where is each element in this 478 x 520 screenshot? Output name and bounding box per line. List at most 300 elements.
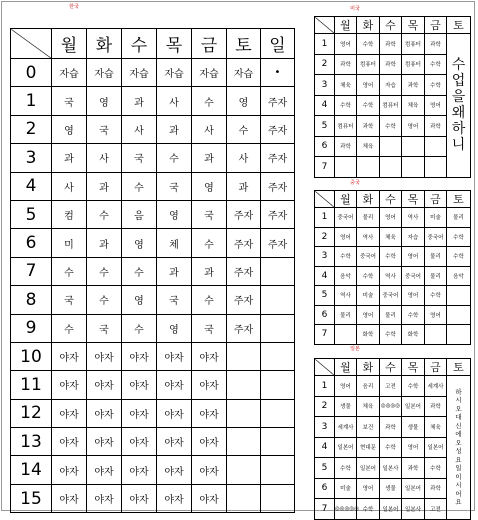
subject-cell: 주자	[261, 172, 295, 200]
period-number: 5	[315, 458, 335, 479]
subject-cell: 야자	[52, 342, 87, 370]
subject-cell: 과학	[380, 34, 402, 55]
day-header: 화	[357, 17, 380, 34]
day-header: 목	[402, 191, 425, 208]
subject-cell: 수학	[380, 116, 402, 137]
subject-cell: 컴퓨터	[357, 54, 380, 75]
subject-cell: 수학	[357, 95, 380, 116]
subject-cell: 수학	[335, 247, 357, 267]
subject-cell: 일본어	[402, 478, 425, 499]
subject-cell: 영	[157, 200, 192, 228]
period-number: 3	[315, 247, 335, 267]
subject-cell: 주자	[261, 229, 295, 257]
period-number: 4	[11, 172, 52, 200]
day-header: 수	[122, 29, 157, 59]
subject-cell: 과	[192, 144, 227, 172]
period-number: 2	[315, 396, 335, 417]
subject-cell: 야자	[122, 428, 157, 456]
subject-cell: 사	[122, 115, 157, 143]
subject-cell: 자습	[402, 227, 425, 247]
header-row	[315, 191, 471, 208]
subject-cell: 야자	[157, 428, 192, 456]
subject-cell: 국	[52, 87, 87, 115]
subject-cell: 수	[87, 286, 122, 314]
subject-cell: 체육	[402, 95, 425, 116]
subject-cell	[261, 314, 295, 342]
subject-cell: 수학	[357, 266, 380, 286]
subject-cell	[425, 136, 447, 157]
day-header: 금	[425, 359, 447, 376]
subject-cell	[447, 286, 471, 306]
subject-cell: 야자	[122, 399, 157, 427]
subject-cell: 수학	[335, 458, 357, 479]
day-header: 목	[402, 17, 425, 34]
subject-cell: 국	[87, 115, 122, 143]
table-row	[315, 208, 471, 228]
subject-cell: 생물	[402, 417, 425, 438]
period-number: 5	[315, 286, 335, 306]
subject-cell	[261, 428, 295, 456]
subject-cell: 중국어	[380, 286, 402, 306]
corner-cell	[315, 17, 335, 34]
subject-cell: 일본어	[335, 437, 357, 458]
subject-cell: 야자	[52, 399, 87, 427]
subject-cell: 영어	[402, 437, 425, 458]
subject-cell: 야자	[157, 456, 192, 484]
day-header: 화	[357, 359, 380, 376]
subject-cell: 야자	[52, 456, 87, 484]
subject-cell: 음	[122, 200, 157, 228]
subject-cell: 수학	[425, 458, 447, 479]
subject-cell: 과학	[425, 396, 447, 417]
table-row	[315, 286, 471, 306]
header-row	[315, 17, 471, 34]
period-number: 4	[315, 95, 335, 116]
subject-cell: 영어	[402, 116, 425, 137]
subject-cell: 수	[227, 115, 261, 143]
subject-cell: 야자	[192, 399, 227, 427]
day-header: 토	[447, 17, 471, 34]
period-number: 12	[11, 399, 52, 427]
subject-cell: 일본사	[402, 499, 425, 520]
table-row	[315, 227, 471, 247]
subject-cell: 중국어	[357, 247, 380, 267]
subject-cell: 수학	[335, 95, 357, 116]
subject-cell: 영어	[357, 75, 380, 96]
subject-cell: 주자	[261, 87, 295, 115]
day-header: 수	[380, 191, 402, 208]
subject-cell: 영어	[357, 478, 380, 499]
subject-cell: 영어	[357, 305, 380, 325]
subject-cell: 사	[157, 87, 192, 115]
subject-cell: 야자	[87, 428, 122, 456]
subject-cell: 물리	[380, 305, 402, 325]
table-row	[11, 59, 295, 87]
table-row	[11, 144, 295, 172]
subject-cell: 국	[157, 172, 192, 200]
subject-cell: 야자	[122, 371, 157, 399]
subject-cell: 물리	[425, 247, 447, 267]
subject-cell: 야자	[87, 371, 122, 399]
header-row	[11, 29, 295, 59]
subject-cell: 영	[52, 115, 87, 143]
subject-cell: 국	[122, 144, 157, 172]
day-header: 금	[192, 29, 227, 59]
period-number: 2	[315, 227, 335, 247]
subject-cell: ◎◎◎◎◎	[335, 499, 357, 520]
subject-cell: 수	[157, 144, 192, 172]
subject-cell: 컴퓨터	[402, 34, 425, 55]
subject-cell: 역사	[380, 266, 402, 286]
subject-cell	[402, 136, 425, 157]
subject-cell: 주자	[261, 200, 295, 228]
subject-cell: 수학	[380, 437, 402, 458]
subject-cell: 일본어	[380, 499, 402, 520]
subject-cell: 과학	[335, 136, 357, 157]
period-number: 2	[11, 115, 52, 143]
japan-caption: 일본	[350, 346, 360, 352]
subject-cell: 음악	[335, 266, 357, 286]
table-row	[11, 115, 295, 143]
day-header: 토	[447, 191, 471, 208]
subject-cell: 야자	[87, 399, 122, 427]
table-row	[11, 257, 295, 285]
subject-cell: 일본사	[380, 458, 402, 479]
subject-cell: 야자	[157, 399, 192, 427]
subject-cell: 야자	[122, 484, 157, 512]
table-row	[11, 286, 295, 314]
table-row	[11, 456, 295, 484]
subject-cell	[227, 484, 261, 512]
subject-cell: 과학	[425, 116, 447, 137]
subject-cell: 국	[157, 286, 192, 314]
subject-cell	[380, 157, 402, 178]
subject-cell: 영	[122, 229, 157, 257]
subject-cell: 과학	[402, 458, 425, 479]
subject-cell: 야자	[192, 371, 227, 399]
period-number: 14	[11, 456, 52, 484]
subject-cell: 일본어	[425, 437, 447, 458]
subject-cell: •	[261, 59, 295, 87]
subject-cell: 과	[157, 257, 192, 285]
subject-cell	[447, 305, 471, 325]
subject-cell	[261, 286, 295, 314]
period-number: 1	[315, 208, 335, 228]
subject-cell: 수	[52, 257, 87, 285]
subject-cell	[261, 456, 295, 484]
subject-cell: 야자	[52, 371, 87, 399]
subject-cell: 미술	[335, 478, 357, 499]
subject-cell: 야자	[157, 342, 192, 370]
usa-timetable	[314, 16, 471, 178]
subject-cell: 야자	[192, 342, 227, 370]
subject-cell: 수	[122, 257, 157, 285]
table-row	[11, 342, 295, 370]
subject-cell	[335, 157, 357, 178]
subject-cell: 영어	[425, 305, 447, 325]
subject-cell: 야자	[122, 456, 157, 484]
subject-cell	[227, 456, 261, 484]
subject-cell: 세계사	[425, 376, 447, 397]
period-number: 2	[315, 54, 335, 75]
table-row	[11, 229, 295, 257]
subject-cell: 역사	[335, 286, 357, 306]
header-row	[315, 359, 471, 376]
table-row	[315, 266, 471, 286]
period-number: 10	[11, 342, 52, 370]
subject-cell: 컴	[52, 200, 87, 228]
subject-cell: 컴퓨터	[380, 95, 402, 116]
subject-cell: 국	[192, 200, 227, 228]
subject-cell: 생물	[335, 396, 357, 417]
subject-cell: 영어	[335, 376, 357, 397]
subject-cell: 사	[87, 144, 122, 172]
period-number: 5	[315, 116, 335, 137]
subject-cell: 영어	[425, 95, 447, 116]
japan-timetable	[314, 358, 471, 520]
subject-cell: 야자	[157, 371, 192, 399]
subject-cell: 수학	[402, 305, 425, 325]
period-number: 4	[315, 266, 335, 286]
subject-cell: 과학	[425, 478, 447, 499]
period-number: 0	[11, 59, 52, 87]
period-number: 6	[315, 136, 335, 157]
subject-cell: 자습	[380, 75, 402, 96]
subject-cell: 물리	[335, 305, 357, 325]
period-number: 9	[11, 314, 52, 342]
subject-cell: 영	[157, 314, 192, 342]
period-number: 7	[315, 325, 335, 345]
subject-cell: 화학	[402, 325, 425, 345]
subject-cell: 중국어	[402, 266, 425, 286]
day-header: 수	[380, 17, 402, 34]
subject-cell: 과	[122, 87, 157, 115]
subject-cell: 물리	[447, 208, 471, 228]
subject-cell: 자습	[192, 59, 227, 87]
period-number: 5	[11, 200, 52, 228]
corner-cell	[315, 359, 335, 376]
table-row	[315, 305, 471, 325]
table-row	[11, 484, 295, 512]
subject-cell: 수	[122, 172, 157, 200]
subject-cell: 수	[52, 314, 87, 342]
subject-cell: 과	[52, 144, 87, 172]
period-number: 3	[11, 144, 52, 172]
subject-cell	[447, 325, 471, 345]
subject-cell: 수학	[357, 34, 380, 55]
period-number: 3	[315, 75, 335, 96]
subject-cell: 컴퓨터	[335, 116, 357, 137]
subject-cell: 생물	[380, 478, 402, 499]
subject-cell	[335, 325, 357, 345]
subject-cell: 자습	[52, 59, 87, 87]
subject-cell: 과학	[335, 54, 357, 75]
day-header: 월	[335, 359, 357, 376]
subject-cell: 과	[157, 115, 192, 143]
subject-cell: 국	[52, 286, 87, 314]
subject-cell: 체육	[357, 396, 380, 417]
subject-cell: 미술	[357, 286, 380, 306]
subject-cell: 영	[87, 87, 122, 115]
subject-cell: 고전	[380, 376, 402, 397]
subject-cell: 체육	[380, 227, 402, 247]
subject-cell: 현대문	[357, 437, 380, 458]
day-header: 목	[402, 359, 425, 376]
period-number: 15	[11, 484, 52, 512]
subject-cell: 중국어	[425, 227, 447, 247]
period-number: 7	[315, 499, 335, 520]
subject-cell: 수학	[425, 54, 447, 75]
period-number: 1	[315, 376, 335, 397]
subject-cell	[261, 342, 295, 370]
subject-cell: 야자	[52, 428, 87, 456]
table-row	[315, 325, 471, 345]
period-number: 7	[11, 257, 52, 285]
subject-cell: 주자	[261, 144, 295, 172]
table-row	[315, 247, 471, 267]
day-header: 화	[357, 191, 380, 208]
subject-cell: 사	[227, 144, 261, 172]
table-row	[11, 314, 295, 342]
subject-cell: 영어	[335, 34, 357, 55]
table-row	[11, 172, 295, 200]
subject-cell: 화학	[357, 325, 380, 345]
subject-cell: 야자	[157, 484, 192, 512]
subject-cell: 주자	[227, 257, 261, 285]
usa-caption: 미국	[350, 6, 360, 12]
subject-cell: 야자	[192, 484, 227, 512]
subject-cell: 수학	[425, 75, 447, 96]
subject-cell: 과	[87, 172, 122, 200]
day-header: 금	[425, 191, 447, 208]
subject-cell: 수학	[402, 376, 425, 397]
day-header: 목	[157, 29, 192, 59]
subject-cell	[261, 399, 295, 427]
day-header: 월	[335, 17, 357, 34]
corner-cell	[11, 29, 52, 59]
subject-cell: 과학	[380, 417, 402, 438]
subject-cell: 음악	[447, 266, 471, 286]
subject-cell: 국	[192, 314, 227, 342]
subject-cell: 영어	[335, 227, 357, 247]
subject-cell	[425, 325, 447, 345]
subject-cell: 영어	[402, 247, 425, 267]
subject-cell: 체	[157, 229, 192, 257]
subject-cell: 체육	[425, 417, 447, 438]
subject-cell: 음리	[357, 376, 380, 397]
subject-cell: 세계사	[335, 417, 357, 438]
subject-cell: 수	[87, 257, 122, 285]
period-number: 13	[11, 428, 52, 456]
subject-cell: 일본어	[357, 458, 380, 479]
table-row	[315, 376, 471, 397]
subject-cell: 영	[122, 286, 157, 314]
subject-cell: 체육	[335, 75, 357, 96]
subject-cell: 과학	[380, 54, 402, 75]
subject-cell	[261, 257, 295, 285]
subject-cell: 야자	[52, 484, 87, 512]
subject-cell: 과	[87, 229, 122, 257]
period-number: 7	[315, 157, 335, 178]
subject-cell: 자습	[122, 59, 157, 87]
subject-cell: 영	[192, 172, 227, 200]
subject-cell: 물리	[357, 208, 380, 228]
subject-cell: 수	[87, 200, 122, 228]
day-header: 수	[380, 359, 402, 376]
subject-cell: 역사	[402, 208, 425, 228]
subject-cell	[425, 157, 447, 178]
subject-cell: 야자	[192, 428, 227, 456]
day-header: 일	[261, 29, 295, 59]
subject-cell	[227, 371, 261, 399]
china-caption: 중국	[350, 180, 360, 186]
subject-cell: 과학	[402, 75, 425, 96]
subject-cell: 미술	[425, 208, 447, 228]
subject-cell	[402, 157, 425, 178]
table-row	[11, 87, 295, 115]
period-number: 1	[315, 34, 335, 55]
subject-cell: 수학	[447, 227, 471, 247]
subject-cell: 과	[192, 257, 227, 285]
period-number: 6	[11, 229, 52, 257]
subject-cell	[227, 342, 261, 370]
korea-caption: 한국	[69, 4, 79, 10]
table-row	[11, 399, 295, 427]
subject-cell: 수학	[447, 247, 471, 267]
subject-cell: 과학	[425, 34, 447, 55]
subject-cell	[261, 484, 295, 512]
subject-cell	[357, 157, 380, 178]
subject-cell: 영어	[402, 286, 425, 306]
subject-cell: 수	[192, 229, 227, 257]
day-header: 토	[227, 29, 261, 59]
subject-cell: 야자	[87, 342, 122, 370]
subject-cell: ◎◎◎◎	[380, 396, 402, 417]
subject-cell: 수	[192, 87, 227, 115]
subject-cell: 주자	[227, 229, 261, 257]
subject-cell: 국	[87, 314, 122, 342]
subject-cell: 사	[192, 115, 227, 143]
period-number: 4	[315, 437, 335, 458]
china-timetable	[314, 190, 471, 345]
subject-cell: 보건	[357, 417, 380, 438]
subject-cell: 주자	[261, 115, 295, 143]
subject-cell: 수학	[357, 499, 380, 520]
subject-cell: 야자	[87, 484, 122, 512]
subject-cell: 수	[122, 314, 157, 342]
period-number: 3	[315, 417, 335, 438]
subject-cell: 과	[227, 172, 261, 200]
subject-cell: 과학	[357, 116, 380, 137]
korea-timetable	[10, 28, 295, 513]
subject-cell: 고전	[425, 499, 447, 520]
table-row	[315, 34, 471, 55]
subject-cell: 수	[192, 286, 227, 314]
subject-cell: 컴퓨터	[402, 54, 425, 75]
subject-cell: 야자	[87, 456, 122, 484]
day-header: 월	[335, 191, 357, 208]
subject-cell: 자습	[87, 59, 122, 87]
subject-cell: 영	[227, 87, 261, 115]
period-number: 6	[315, 478, 335, 499]
day-header: 월	[52, 29, 87, 59]
period-number: 11	[11, 371, 52, 399]
table-row	[11, 428, 295, 456]
subject-cell: 영어	[380, 208, 402, 228]
subject-cell	[261, 371, 295, 399]
day-header: 토	[447, 359, 471, 376]
period-number: 6	[315, 305, 335, 325]
